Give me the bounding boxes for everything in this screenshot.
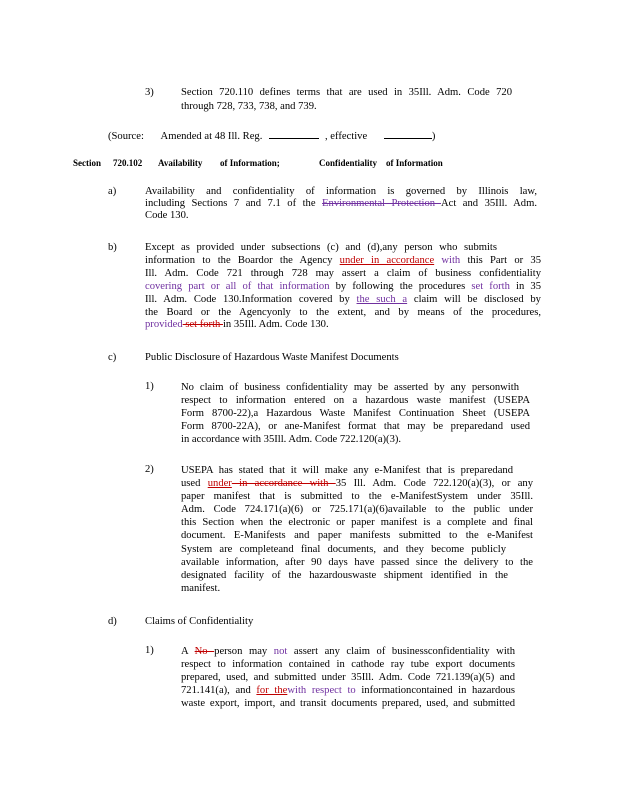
subsection-c-2-line-4: Adm. Code 724.171(a)(6) or 725.171(a)(6)available to the public under bbox=[181, 504, 533, 516]
source-close: ) bbox=[431, 131, 436, 142]
source-label: (Source: bbox=[108, 131, 144, 142]
section-title-word-3: Confidentiality bbox=[319, 158, 378, 168]
inserted-text: not bbox=[273, 646, 288, 657]
source-effective: , effective bbox=[325, 131, 368, 142]
subsection-d-1-line-4 bbox=[181, 684, 515, 697]
deleted-text: in accordance with bbox=[231, 478, 336, 490]
text-run: claim will be disclosed by bbox=[407, 293, 541, 305]
section-title-word-4: of Information bbox=[386, 158, 443, 168]
section-title-word-2: of Information; bbox=[220, 158, 280, 168]
section-title-word-1: Availability bbox=[158, 158, 203, 168]
subsection-c-2-line-8: available information, after 90 days have passed since the delivery to the bbox=[181, 556, 533, 568]
text-run: in 35Ill. Adm. Code 130. bbox=[222, 319, 329, 331]
section-number: 720.102 bbox=[113, 158, 143, 168]
subsection-a-line-2 bbox=[145, 198, 537, 210]
inserted-text: provided bbox=[145, 319, 183, 331]
item-3-line-1: Section 720.110 defines terms that are used in 35Ill. Adm. Code 720 bbox=[181, 87, 512, 98]
text-run: information to the Boardor the Agency bbox=[145, 254, 340, 266]
text-run: by following the procedures bbox=[329, 280, 472, 292]
subsection-c-2-line-9: designated facility of the hazardouswaste shipment identified in the bbox=[181, 569, 508, 581]
subsection-c-2-line-5: this Section when the electronic or paper manifest is a complete and final bbox=[181, 517, 533, 529]
subsection-a-line-1: Availability and confidentiality of information is governed by Illinois law, bbox=[145, 186, 537, 197]
inserted-text: with respect to bbox=[287, 685, 356, 696]
subsection-c-1-line-3: Form 8700-22),a Hazardous Waste Manifest Continuation Sheet (USEPA bbox=[181, 408, 530, 419]
deleted-text: No bbox=[194, 646, 215, 657]
text-run: 721.141(a), and bbox=[181, 685, 257, 696]
text-run: informationcontained in hazardous bbox=[355, 685, 515, 696]
subsection-c-2-number: 2) bbox=[145, 464, 154, 475]
subsection-c-1-line-5: in accordance with 35Ill. Adm. Code 722.120(a)(3). bbox=[181, 434, 402, 445]
inserted-text: set forth bbox=[471, 280, 510, 292]
subsection-d-1-number: 1) bbox=[145, 645, 154, 656]
source-note bbox=[108, 129, 468, 143]
deleted-text: set forth bbox=[182, 319, 223, 331]
subsection-c-2-line-6: document. E-Manifests and paper manifests submitted to the e-Manifest bbox=[181, 530, 533, 542]
text-run: this Part or 35 bbox=[460, 254, 541, 266]
text-run: assert any claim of businessconfidentiality with bbox=[287, 646, 515, 657]
subsection-b-line-7 bbox=[145, 319, 541, 332]
subsection-b-line-4 bbox=[145, 281, 541, 294]
subsection-d-1-line-3: prepared, used, and submitted under 35Ill. Adm. Code 721.139(a)(5) and bbox=[181, 672, 515, 683]
subsection-a-line-3: Code 130. bbox=[145, 210, 189, 222]
subsection-d-title: Claims of Confidentiality bbox=[145, 616, 254, 627]
subsection-d-1-line-2: respect to information contained in cathode ray tube export documents bbox=[181, 659, 515, 670]
inserted-text: under bbox=[207, 478, 232, 490]
subsection-c-1-line-4: Form 8700-22A), or ane-Manifest format that may be preparedand used bbox=[181, 421, 530, 432]
inserted-text: the such a bbox=[356, 293, 408, 305]
subsection-c-1-line-1: No claim of business confidentiality may be asserted by any personwith bbox=[181, 382, 519, 393]
subsection-c-2-line-2 bbox=[181, 477, 533, 490]
text-run: person may bbox=[214, 646, 274, 657]
subsection-c-2-line-3: paper manifest that is submitted to the e-ManifestSystem under 35Ill. bbox=[181, 491, 533, 503]
inserted-text: with bbox=[434, 254, 461, 266]
subsection-a-number: a) bbox=[108, 186, 117, 197]
subsection-c-1-line-2: respect to information entered on a hazardous waste manifest (USEPA bbox=[181, 395, 530, 406]
subsection-b-line-6: the Board or the Agencyonly to the extent, and by means of the procedures, bbox=[145, 306, 541, 318]
subsection-b-line-3: Ill. Adm. Code 721 through 728 may assert a claim of business confidentiality bbox=[145, 267, 541, 279]
subsection-b-text bbox=[145, 242, 541, 332]
subsection-c-2-line-7: System are completeand final documents, and they become publicly bbox=[181, 543, 506, 555]
text-run: Ill. Adm. Code 130.Information covered by bbox=[145, 293, 357, 305]
text-run: Act and 35Ill. Adm. bbox=[440, 198, 537, 210]
item-3-number: 3) bbox=[145, 87, 154, 98]
text-run: used bbox=[181, 478, 208, 490]
inserted-text: under in accordance bbox=[339, 254, 435, 266]
source-reg-blank bbox=[269, 129, 319, 139]
subsection-c-title: Public Disclosure of Hazardous Waste Manifest Documents bbox=[145, 352, 399, 363]
text-run: 35 Ill. Adm. Code 722.120(a)(3), or any bbox=[335, 478, 533, 490]
source-amended: Amended at 48 Ill. Reg. bbox=[160, 131, 263, 142]
subsection-c-2-line-1: USEPA has stated that it will make any e-Manifest that is preparedand bbox=[181, 465, 513, 476]
subsection-b-line-2 bbox=[145, 255, 541, 268]
subsection-b-number: b) bbox=[108, 242, 117, 253]
inserted-text: for the bbox=[256, 685, 288, 696]
subsection-d-1-text bbox=[181, 645, 515, 710]
deleted-text: Environmental Protection bbox=[322, 198, 441, 210]
source-date-blank bbox=[384, 129, 432, 139]
subsection-d-1-line-5: waste export, import, and transit documents prepared, used, and submitted bbox=[181, 698, 515, 709]
subsection-d-1-line-1 bbox=[181, 645, 515, 658]
subsection-b-line-5 bbox=[145, 294, 541, 307]
subsection-c-1-text bbox=[181, 381, 530, 446]
subsection-c-1-number: 1) bbox=[145, 381, 154, 392]
subsection-c-2-text bbox=[181, 464, 533, 595]
section-label: Section bbox=[73, 158, 101, 168]
subsection-b-line-1: Except as provided under subsections (c) and (d),any person who submits bbox=[145, 242, 497, 253]
text-run: A bbox=[181, 646, 195, 657]
inserted-text: covering part or all of that information bbox=[145, 280, 330, 292]
text-run: in 35 bbox=[509, 280, 541, 292]
subsection-d-number: d) bbox=[108, 616, 117, 627]
subsection-c-2-line-10: manifest. bbox=[181, 582, 221, 594]
text-run: including Sections 7 and 7.1 of the bbox=[145, 198, 323, 210]
item-3-line-2: through 728, 733, 738, and 739. bbox=[181, 101, 317, 112]
subsection-c-number: c) bbox=[108, 352, 117, 363]
subsection-a-text bbox=[145, 186, 537, 222]
